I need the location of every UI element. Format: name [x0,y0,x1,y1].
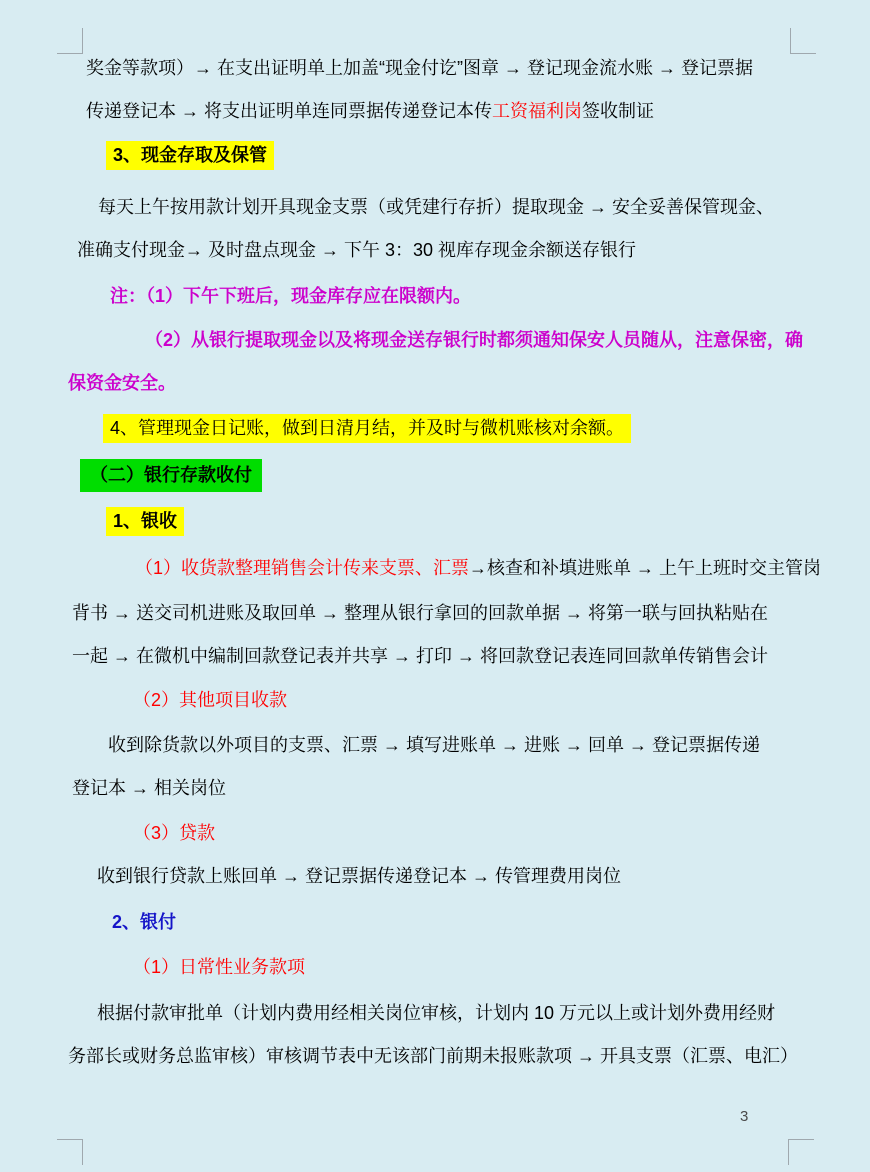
item-cash-journal-wrap [103,414,631,443]
heading-bank-pay: 2、银付 [112,912,177,932]
crop-mark-bottom-right-icon [788,1139,814,1165]
note-line-2-continuation: 保资金安全。 [68,373,176,393]
receive-item-1-continuation-1: 背书 → 送交司机进账及取回单 → 整理从银行拿回的回款单据 → 将第一联与回执粘贴在 [72,603,769,623]
pay-item-1-body-line-1: 根据付款审批单（计划内费用经相关岗位审核，计划内 10 万元以上或计划外费用经财 [97,1003,776,1023]
item-cash-journal: 4、管理现金日记账，做到日清月结，并及时与微机账核对余额。 [103,414,631,443]
heading-bank-receive-wrap [106,507,184,536]
cash-pay-line-2-suffix: 签收制证 [582,101,654,121]
receive-item-2-body-line-2: 登记本 → 相关岗位 [72,778,227,798]
crop-mark-top-left-icon [57,28,83,54]
section-heading-bank-deposit: （二）银行存款收付 [80,459,262,492]
cash-pay-line-2-post-name: 工资福利岗 [492,101,582,121]
paragraph-cash-custody-line-2: 准确支付现金→ 及时盘点现金 → 下午 3：30 视库存现金余额送存银行 [77,240,637,260]
receive-item-1-line [135,557,821,580]
receive-item-1-continuation-2: 一起 → 在微机中编制回款登记表并共享 → 打印 → 将回款登记表连同回款单传销售会计 [72,646,769,666]
pay-item-1-body-line-2: 务部长或财务总监审核）审核调节表中无该部门前期未报账款项 → 开具支票（汇票、电汇） [68,1046,798,1066]
page-number: 3 [740,1108,749,1125]
cash-pay-line-2-text: 传递登记本 → 将支出证明单连同票据传递登记本传 [86,101,492,121]
receive-item-2-body-line-1: 收到除货款以外项目的支票、汇票 → 填写进账单 → 进账 → 回单 → 登记票据传递 [108,735,761,755]
receive-item-2-title: （2）其他项目收款 [133,690,288,710]
note-line-1: 注：（1）下午下班后，现金库存应在限额内。 [110,286,472,306]
heading-bank-receive: 1、银收 [106,507,184,536]
section-bank-deposit-wrap [80,459,262,492]
heading-cash-custody: 3、现金存取及保管 [106,141,274,170]
pay-item-1-title: （1）日常性业务款项 [133,957,306,977]
crop-mark-top-right-icon [790,28,816,54]
heading-cash-custody-wrap [106,141,274,170]
paragraph-cash-pay-line-2 [86,100,654,123]
receive-item-1-title: （1）收货款整理销售会计传来支票、汇票 [135,558,470,578]
receive-item-3-body: 收到银行贷款上账回单 → 登记票据传递登记本 → 传管理费用岗位 [97,866,622,886]
receive-item-1-flow: →核查和补填进账单 → 上午上班时交主管岗 [469,558,822,578]
note-line-2: （2）从银行提取现金以及将现金送存银行时都须通知保安人员随从，注意保密，确 [145,330,804,350]
receive-item-3-title: （3）贷款 [133,823,216,843]
paragraph-cash-custody-line-1: 每天上午按用款计划开具现金支票（或凭建行存折）提取现金 → 安全妥善保管现金、 [98,197,774,217]
paragraph-cash-pay-line-1: 奖金等款项）→ 在支出证明单上加盖“现金付讫”图章 → 登记现金流水账 → 登记票据 [86,58,753,78]
crop-mark-bottom-left-icon [57,1139,83,1165]
